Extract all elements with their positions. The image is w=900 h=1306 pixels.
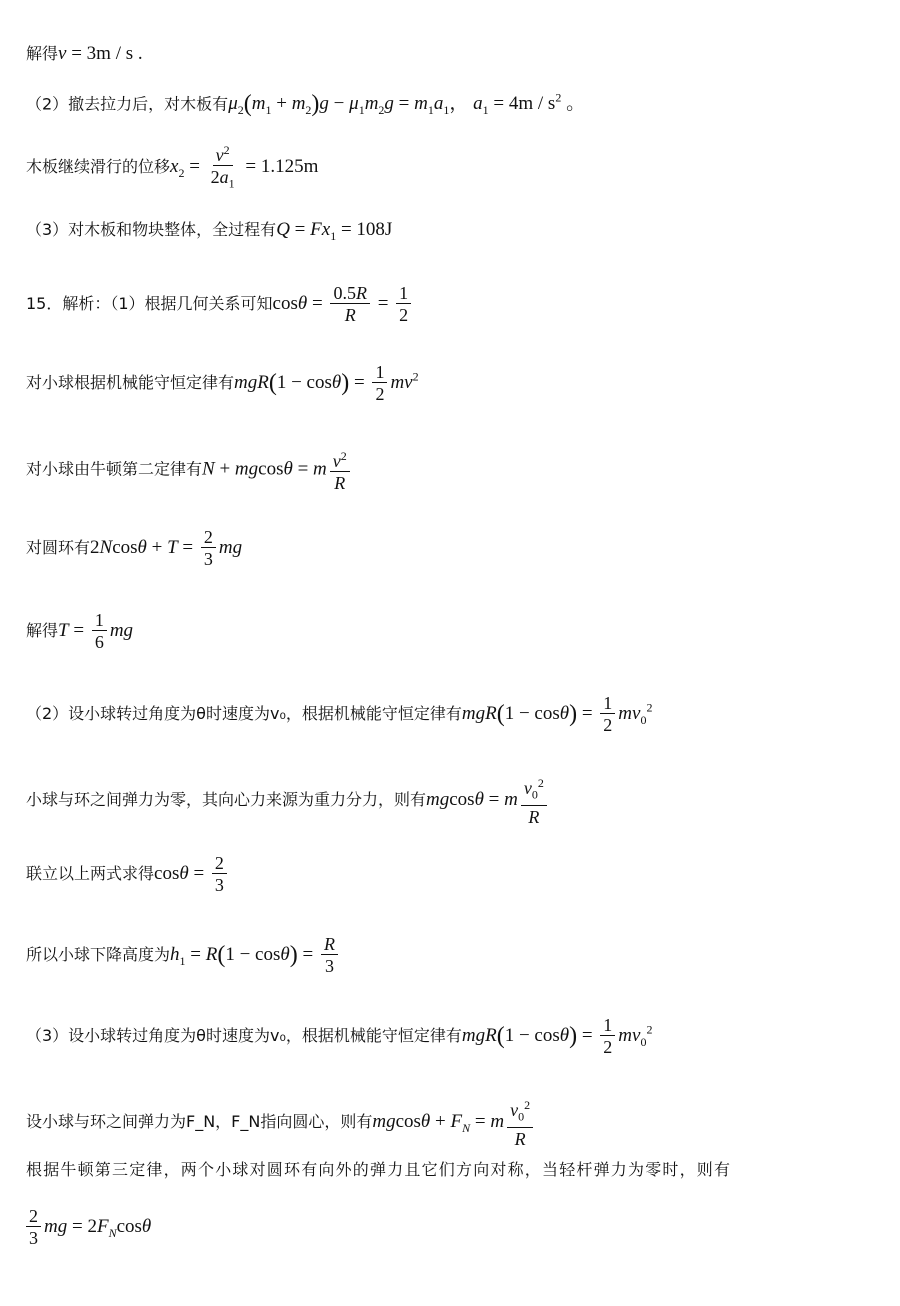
line-text: 木板继续滑行的位移 — [26, 156, 171, 176]
line-10: （2）设小球转过角度为θ时速度为v₀，根据机械能守恒定律有mgR(1 − cosθ) = $\frac{1}{2}$ $mv_0^2$ — [26, 693, 653, 735]
line-text: 对小球根据机械能守恒定律有 — [26, 373, 235, 392]
line-7: 对小球由牛顿第二定律有N + mgcosθ = m $\frac{v^2}{R}$ — [26, 446, 353, 494]
line-3: 木板继续滑行的位移$x_2$ = $\frac{v^2}{2a_1}$ = 1.125m — [26, 140, 318, 195]
line-text: 所以小球下降高度为 — [26, 945, 171, 964]
line-4: （3）对木板和物块整体，全过程有$Q = Fx_1 = 108J$ — [26, 219, 393, 243]
line-text: 对圆环有 — [26, 538, 91, 557]
line-2: （2）撤去拉力后，对木板有$\mu_2(m_1 + m_2)g - \mu_1m_2g = m_1a_1$， $a_1 = 4m / s^2$ 。 — [26, 91, 586, 118]
line-9: 解得T = $\frac{1}{6}$ mg — [26, 610, 134, 652]
line-13: 所以小球下降高度为$h_1 = R(1 - \cos\theta)$ = $\frac{R}{3}$ — [26, 934, 341, 977]
line-11: 小球与环之间弹力为零，其向心力来源为重力分力，则有mgcosθ = m $\frac{v_0^2}{R}$ — [26, 773, 550, 828]
line-text: （3）对木板和物块整体，全过程有 — [26, 220, 277, 239]
line-text: （2）撤去拉力后，对木板有 — [26, 94, 229, 114]
line-text: 解得 — [26, 44, 59, 63]
line-6: 对小球根据机械能守恒定律有mgR(1 − cosθ) = $\frac{1}{2}$ $mv^2$ — [26, 362, 419, 404]
line-text: （3）设小球转过角度为θ时速度为v₀，根据机械能守恒定律有 — [26, 1026, 462, 1045]
line-15: 设小球与环之间弹力为F_N，F_N指向圆心，则有$mgcos\theta + F_N = m$ $\frac{v_0^2}{R}$ — [26, 1095, 536, 1150]
line-1: 解得v = 3m / s . — [26, 43, 143, 64]
line-14: （3）设小球转过角度为θ时速度为v₀，根据机械能守恒定律有mgR(1 − cosθ) = $\frac{1}{2}$ $mv_0^2$ — [26, 1015, 653, 1057]
line-8: 对圆环有2Ncosθ + T = $\frac{2}{3}$ mg — [26, 527, 243, 569]
line-text: 设小球与环之间弹力为F_N，F_N指向圆心，则有 — [26, 1111, 373, 1131]
line-12: 联立以上两式求得cosθ = $\frac{2}{3}$ — [26, 853, 230, 896]
line-text: 对小球由牛顿第二定律有 — [26, 459, 203, 479]
line-text: （2）设小球转过角度为θ时速度为v₀，根据机械能守恒定律有 — [26, 704, 462, 723]
line-text: 联立以上两式求得 — [26, 864, 155, 883]
line-16 — [26, 1158, 731, 1182]
line-17: $\frac{2}{3}$ mg = $2F_N\cos\theta$ — [26, 1206, 151, 1249]
line-text: 解得 — [26, 621, 59, 640]
line-5: 15．解析：（1）根据几何关系可知cosθ = $\frac{0.5R}{R}$ = $\frac{1}{2}$ — [26, 283, 414, 326]
line-text: 根据牛顿第三定律，两个小球对圆环有向外的弹力且它们方向对称，当轻杆弹力为零时，则有 — [26, 1160, 732, 1179]
line-text: 15．解析：（1）根据几何关系可知 — [26, 294, 273, 313]
line-text: 小球与环之间弹力为零，其向心力来源为重力分力，则有 — [26, 789, 427, 809]
